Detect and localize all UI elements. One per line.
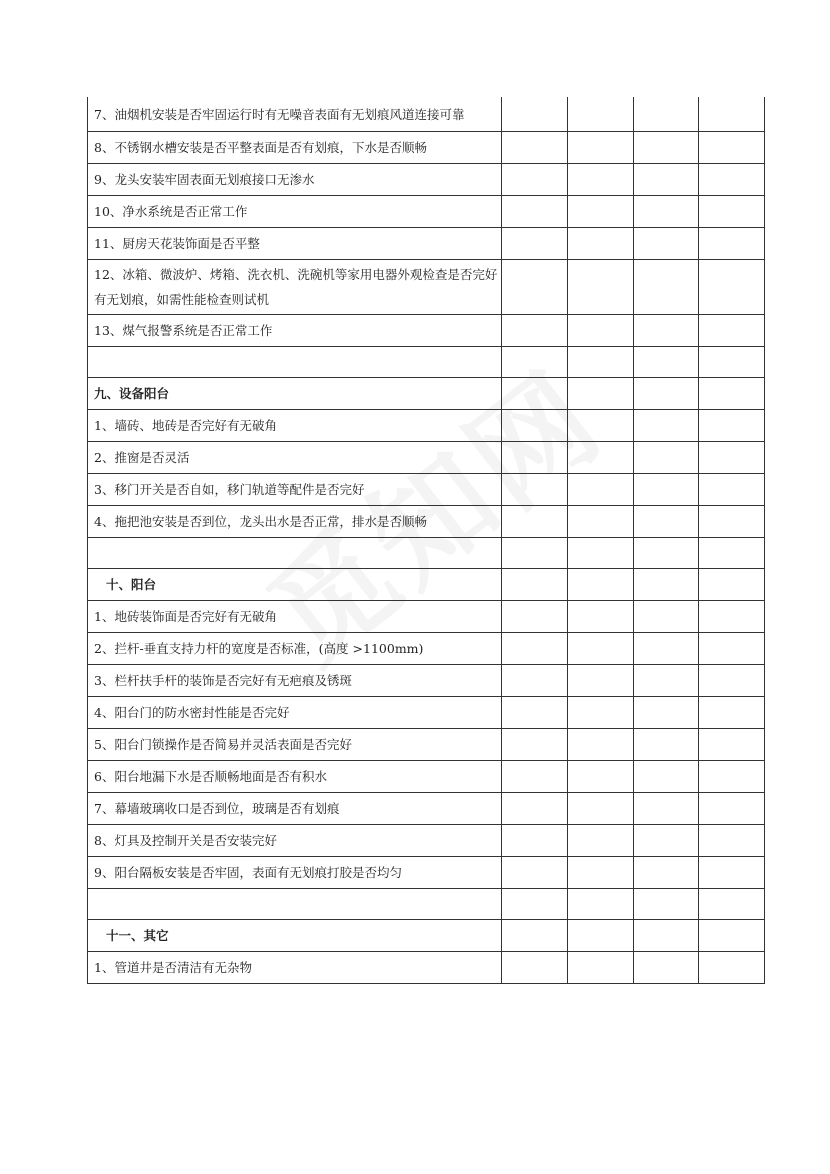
- check-cell-1: [502, 825, 568, 857]
- table-row: [88, 793, 765, 825]
- check-cell-3: [634, 633, 699, 665]
- check-cell-2: [568, 665, 634, 697]
- check-item-text: 8、灯具及控制开关是否安装完好: [88, 825, 502, 857]
- check-item-text: 9、阳台隔板安装是否牢固，表面有无划痕打胶是否均匀: [88, 857, 502, 889]
- check-item-text: 1、地砖装饰面是否完好有无破角: [88, 601, 502, 633]
- check-cell-1: [502, 569, 568, 601]
- check-cell-1: [502, 410, 568, 442]
- check-item-text: 1、管道井是否清洁有无杂物: [88, 952, 502, 984]
- check-cell-2: [568, 228, 634, 260]
- table-row: [88, 952, 765, 984]
- check-cell-1: [502, 729, 568, 761]
- table-row: [88, 260, 765, 315]
- inspection-table: [87, 97, 765, 984]
- table-row: [88, 228, 765, 260]
- check-cell-4: [699, 889, 765, 920]
- check-cell-3: [634, 164, 699, 196]
- check-cell-1: [502, 506, 568, 538]
- section-heading: 九、设备阳台: [88, 378, 502, 410]
- check-cell-2: [568, 825, 634, 857]
- check-cell-1: [502, 442, 568, 474]
- check-cell-1: [502, 196, 568, 228]
- check-cell-3: [634, 410, 699, 442]
- check-cell-1: [502, 920, 568, 952]
- check-cell-4: [699, 260, 765, 315]
- section-heading: 十一、其它: [88, 920, 502, 952]
- check-item-text: 8、不锈钢水槽安装是否平整表面是否有划痕，下水是否顺畅: [88, 132, 502, 164]
- check-item-text: 11、厨房天花装饰面是否平整: [88, 228, 502, 260]
- check-cell-3: [634, 442, 699, 474]
- check-cell-4: [699, 729, 765, 761]
- check-cell-4: [699, 442, 765, 474]
- check-cell-3: [634, 569, 699, 601]
- blank-row: [88, 347, 765, 378]
- table-row: [88, 132, 765, 164]
- check-item-text: [88, 538, 502, 569]
- check-cell-4: [699, 920, 765, 952]
- check-cell-3: [634, 665, 699, 697]
- check-cell-3: [634, 889, 699, 920]
- inspection-table-body: [88, 97, 765, 984]
- table-row: [88, 474, 765, 506]
- check-cell-1: [502, 97, 568, 132]
- blank-row: [88, 889, 765, 920]
- check-cell-4: [699, 601, 765, 633]
- check-cell-1: [502, 793, 568, 825]
- table-row: [88, 442, 765, 474]
- check-cell-1: [502, 378, 568, 410]
- check-cell-2: [568, 97, 634, 132]
- check-cell-4: [699, 857, 765, 889]
- check-cell-3: [634, 260, 699, 315]
- table-row: [88, 506, 765, 538]
- check-cell-3: [634, 697, 699, 729]
- check-cell-4: [699, 952, 765, 984]
- check-cell-4: [699, 347, 765, 378]
- check-item-text: 7、幕墙玻璃收口是否到位，玻璃是否有划痕: [88, 793, 502, 825]
- check-cell-2: [568, 601, 634, 633]
- check-cell-3: [634, 601, 699, 633]
- check-cell-4: [699, 228, 765, 260]
- check-cell-3: [634, 920, 699, 952]
- check-cell-1: [502, 164, 568, 196]
- check-cell-4: [699, 474, 765, 506]
- check-cell-1: [502, 260, 568, 315]
- table-row: [88, 315, 765, 347]
- check-item-text: [88, 347, 502, 378]
- check-cell-1: [502, 315, 568, 347]
- check-cell-3: [634, 538, 699, 569]
- check-cell-4: [699, 196, 765, 228]
- check-cell-3: [634, 378, 699, 410]
- check-cell-2: [568, 761, 634, 793]
- check-cell-4: [699, 315, 765, 347]
- check-cell-4: [699, 97, 765, 132]
- table-row: [88, 697, 765, 729]
- check-cell-1: [502, 228, 568, 260]
- table-row: [88, 97, 765, 132]
- check-cell-1: [502, 857, 568, 889]
- check-cell-1: [502, 347, 568, 378]
- check-cell-4: [699, 410, 765, 442]
- check-cell-2: [568, 164, 634, 196]
- check-item-text: 12、冰箱、微波炉、烤箱、洗衣机、洗碗机等家用电器外观检查是否完好 有无划痕，如需性能检查则试机: [88, 260, 502, 315]
- table-row: [88, 857, 765, 889]
- check-item-text: 3、移门开关是否自如，移门轨道等配件是否完好: [88, 474, 502, 506]
- check-cell-3: [634, 97, 699, 132]
- check-cell-3: [634, 132, 699, 164]
- check-cell-1: [502, 952, 568, 984]
- check-cell-1: [502, 665, 568, 697]
- check-cell-3: [634, 761, 699, 793]
- check-cell-4: [699, 132, 765, 164]
- check-cell-2: [568, 793, 634, 825]
- check-cell-4: [699, 825, 765, 857]
- check-cell-1: [502, 697, 568, 729]
- check-item-text: 5、阳台门锁操作是否简易并灵活表面是否完好: [88, 729, 502, 761]
- check-item-text: 9、龙头安装牢固表面无划痕接口无渗水: [88, 164, 502, 196]
- check-cell-1: [502, 633, 568, 665]
- check-cell-4: [699, 164, 765, 196]
- check-cell-3: [634, 793, 699, 825]
- table-row: [88, 825, 765, 857]
- check-cell-1: [502, 474, 568, 506]
- table-row: [88, 633, 765, 665]
- check-item-text: 2、推窗是否灵活: [88, 442, 502, 474]
- check-cell-2: [568, 410, 634, 442]
- table-row: [88, 601, 765, 633]
- section-row: [88, 920, 765, 952]
- check-item-text: 4、拖把池安装是否到位，龙头出水是否正常，排水是否顺畅: [88, 506, 502, 538]
- check-cell-3: [634, 857, 699, 889]
- check-cell-3: [634, 315, 699, 347]
- check-cell-2: [568, 442, 634, 474]
- check-cell-4: [699, 761, 765, 793]
- table-row: [88, 665, 765, 697]
- check-cell-4: [699, 538, 765, 569]
- check-cell-2: [568, 729, 634, 761]
- table-row: [88, 196, 765, 228]
- section-row: [88, 569, 765, 601]
- check-cell-2: [568, 506, 634, 538]
- check-item-text: 4、阳台门的防水密封性能是否完好: [88, 697, 502, 729]
- table-row: [88, 761, 765, 793]
- check-item-text: 7、油烟机安装是否牢固运行时有无噪音表面有无划痕风道连接可靠: [88, 97, 502, 132]
- check-cell-2: [568, 697, 634, 729]
- check-cell-2: [568, 378, 634, 410]
- table-row: [88, 410, 765, 442]
- check-cell-2: [568, 569, 634, 601]
- check-cell-3: [634, 506, 699, 538]
- check-cell-3: [634, 228, 699, 260]
- check-cell-2: [568, 474, 634, 506]
- check-cell-1: [502, 889, 568, 920]
- check-cell-2: [568, 538, 634, 569]
- check-cell-2: [568, 920, 634, 952]
- check-cell-3: [634, 196, 699, 228]
- check-cell-2: [568, 196, 634, 228]
- check-cell-4: [699, 569, 765, 601]
- check-cell-4: [699, 633, 765, 665]
- check-cell-2: [568, 260, 634, 315]
- check-cell-4: [699, 665, 765, 697]
- check-cell-3: [634, 825, 699, 857]
- blank-row: [88, 538, 765, 569]
- check-cell-4: [699, 793, 765, 825]
- check-cell-3: [634, 347, 699, 378]
- check-item-text: 10、净水系统是否正常工作: [88, 196, 502, 228]
- table-row: [88, 729, 765, 761]
- check-item-text: 1、墙砖、地砖是否完好有无破角: [88, 410, 502, 442]
- check-cell-4: [699, 697, 765, 729]
- check-cell-2: [568, 315, 634, 347]
- check-cell-2: [568, 132, 634, 164]
- check-cell-2: [568, 347, 634, 378]
- section-heading: 十、阳台: [88, 569, 502, 601]
- check-cell-4: [699, 506, 765, 538]
- check-cell-2: [568, 633, 634, 665]
- check-cell-3: [634, 729, 699, 761]
- check-item-text: 13、煤气报警系统是否正常工作: [88, 315, 502, 347]
- table-row: [88, 164, 765, 196]
- check-item-text: 2、拦杆-垂直支持力杆的宽度是否标准，(高度 >1100mm): [88, 633, 502, 665]
- check-cell-3: [634, 474, 699, 506]
- check-cell-1: [502, 538, 568, 569]
- check-item-text: 3、栏杆扶手杆的装饰是否完好有无疤痕及锈斑: [88, 665, 502, 697]
- check-cell-1: [502, 761, 568, 793]
- check-cell-2: [568, 857, 634, 889]
- section-row: [88, 378, 765, 410]
- check-cell-1: [502, 132, 568, 164]
- check-cell-2: [568, 952, 634, 984]
- check-item-text: 6、阳台地漏下水是否顺畅地面是否有积水: [88, 761, 502, 793]
- check-item-text: [88, 889, 502, 920]
- check-cell-4: [699, 378, 765, 410]
- check-cell-2: [568, 889, 634, 920]
- check-cell-1: [502, 601, 568, 633]
- check-cell-3: [634, 952, 699, 984]
